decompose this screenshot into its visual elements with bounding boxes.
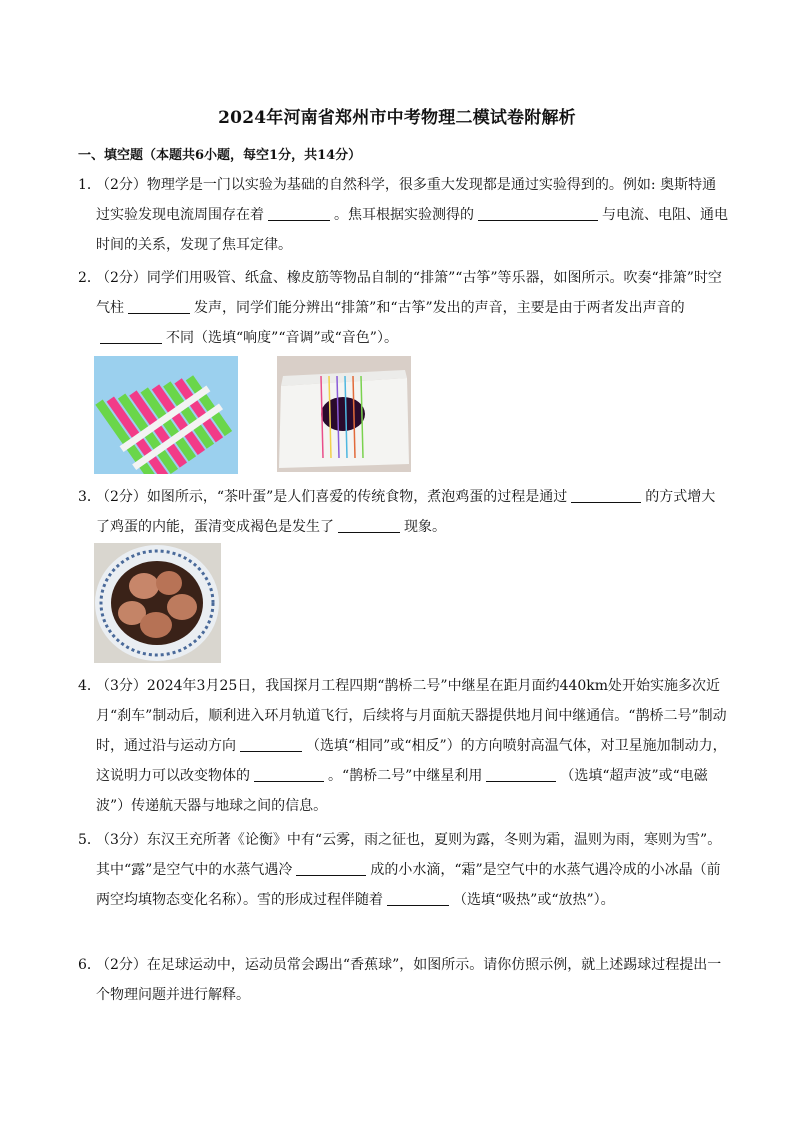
question-3 [78,482,728,542]
panpipe-image [94,356,238,474]
answer-blank[interactable] [486,767,556,782]
answer-blank[interactable] [571,488,641,503]
question-text: 与电流、电阻、通电时间的关系，发现了焦耳定律。 [96,207,728,253]
question-text: 。焦耳根据实验测得的 [334,207,474,223]
guzheng-box-image [277,356,411,472]
question-text: 。“鹊桥二号”中继星利用 [328,768,483,784]
section-heading: 一、填空题（本题共6小题，每空1分，共14分） [78,148,362,163]
answer-blank[interactable] [100,329,162,344]
question-number: 1． [78,177,101,193]
question-text: （选填“吸热”或“放热”）。 [453,892,615,908]
question-1 [78,170,728,260]
question-number: 4． [78,678,101,694]
page-title: 2024年河南省郑州市中考物理二模试卷附解析 [218,108,576,128]
question-text: （2分）在足球运动中，运动员常会踢出“香蕉球”，如图所示。请你仿照示例，就上述踢球过程提出一个物理问题并进行解释。 [96,957,722,1003]
question-5 [78,825,728,915]
question-text: 成的小水滴，“霜”是空气中的水蒸气遇冷成的小冰晶（前两空均填物态变化名称）。雪的形成过程伴随着 [96,862,721,908]
answer-blank[interactable] [387,891,449,906]
answer-blank[interactable] [478,206,598,221]
question-4 [78,671,728,821]
answer-blank[interactable] [128,299,190,314]
answer-blank[interactable] [268,206,330,221]
question-6 [78,950,728,1010]
question-text: 发声，同学们能分辨出“排箫”和“古筝”发出的声音，主要是由于两者发出声音的 [194,300,685,316]
question-number: 3． [78,489,101,505]
answer-blank[interactable] [254,767,324,782]
answer-blank[interactable] [240,737,302,752]
question-number: 5． [78,832,101,848]
answer-blank[interactable] [296,861,366,876]
question-text: 的方式增大了鸡蛋的内能，蛋清变成褐色是发生了 [96,489,716,535]
tea-egg-image [94,543,221,663]
question-text: （3分）2024年3月25日，我国探月工程四期“鹊桥二号”中继星在距月面约440km处开始实施多次近月“刹车”制动后，顺利进入环月轨道飞行，后续将与月面航天器提供地月间中继通信。“鹊桥二号”制动时，通过沿与运动方向 [96,678,727,754]
answer-blank[interactable] [338,518,400,533]
question-text: （2分）同学们用吸管、纸盒、橡皮筋等物品自制的“排箫”“古筝”等乐器，如图所示。吹奏“排箫”时空气柱 [96,270,722,316]
question-number: 6． [78,957,101,973]
question-text: （2分）物理学是一门以实验为基础的自然科学，很多重大发现都是通过实验得到的。例如: 奥斯特通过实验发现电流周围存在着 [96,177,717,223]
question-2 [78,263,728,353]
question-text: （2分）如图所示，“茶叶蛋”是人们喜爱的传统食物，煮泡鸡蛋的过程是通过 [96,489,568,505]
question-text: （选填“超声波”或“电磁波”）传递航天器与地球之间的信息。 [96,768,708,814]
question-text: （选填“相同”或“相反”）的方向喷射高温气体，对卫星施加制动力，这说明力可以改变物体的 [96,738,727,784]
question-number: 2． [78,270,101,286]
question-text: （3分）东汉王充所著《论衡》中有“云雾，雨之征也，夏则为露，冬则为霜，温则为雨，寒则为雪”。其中“露”是空气中的水蒸气遇冷 [96,832,722,878]
question-text: 不同（选填“响度”“音调”或“音色”）。 [166,330,398,346]
question-text: 现象。 [404,519,446,535]
